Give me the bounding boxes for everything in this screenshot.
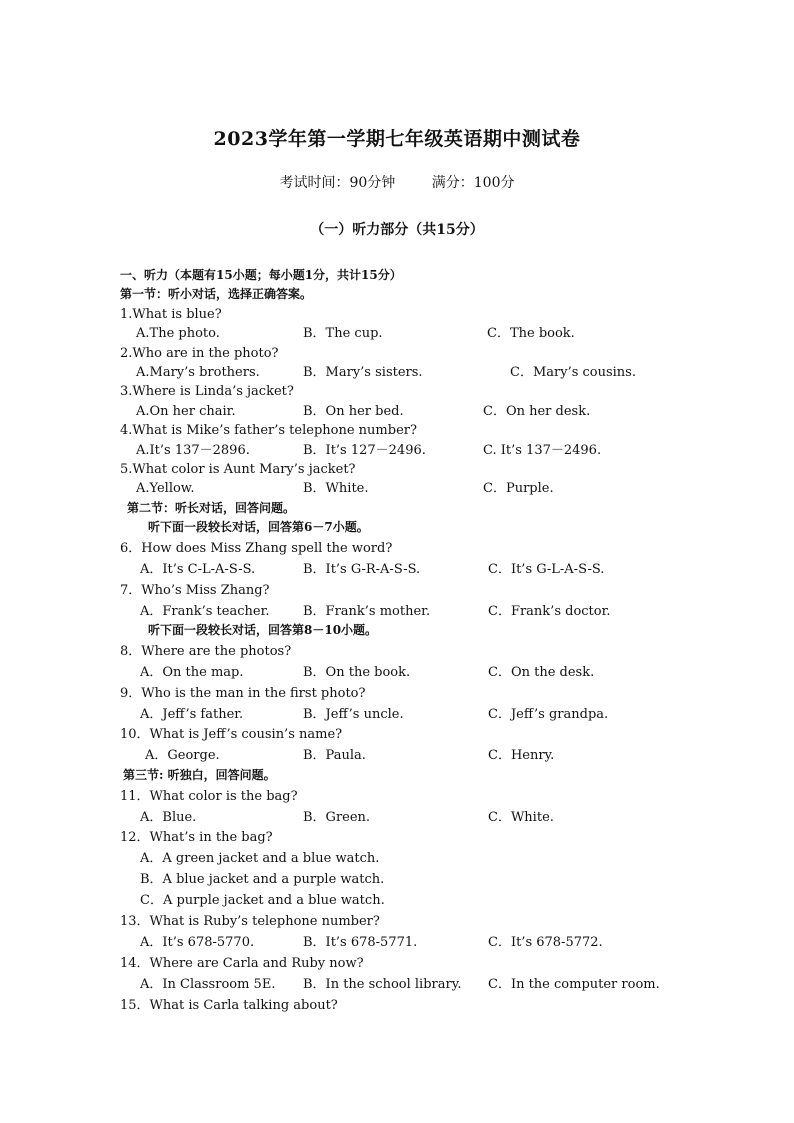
option-a: A．George.	[145, 748, 220, 764]
option-b: B．White.	[303, 481, 369, 497]
option-a: A.On her chair.	[136, 403, 236, 419]
exam-title: 2023学年第一学期七年级英语期中测试卷	[213, 128, 581, 150]
question-8-stem: 8．Where are the photos?	[120, 643, 292, 659]
option-b: B．Jeff’s uncle.	[303, 706, 404, 722]
option-c: C．Mary’s cousins.	[510, 364, 636, 380]
option-a: A.It’s 137－2896.	[136, 442, 250, 458]
option-b: B．It’s G-R-A-S-S.	[303, 561, 421, 577]
option-c: C．White.	[488, 809, 554, 825]
option-a: A．It’s C-L-A-S-S.	[140, 561, 256, 577]
option-b: B．Frank’s mother.	[303, 603, 431, 619]
option-c: C. It’s 137－2496.	[483, 442, 602, 458]
question-9-stem: 9．Who is the man in the first photo?	[120, 685, 366, 701]
section-heading: 一、听力（本题有15小题；每小题1分，共计15分）	[120, 268, 402, 282]
option-c: C．It’s 678-5772.	[488, 934, 603, 950]
question-8-options	[120, 663, 680, 682]
question-11-options	[120, 808, 680, 827]
option-c: C．On her desk.	[483, 403, 591, 419]
option-c: C．Purple.	[483, 481, 554, 497]
option-a: A．In Classroom 5E.	[140, 976, 276, 992]
option-b: B．Mary’s sisters.	[303, 364, 423, 380]
option-a: A．Jeff’s father.	[140, 706, 244, 722]
question-5-stem: 5.What color is Aunt Mary’s jacket?	[120, 461, 356, 477]
question-13-options	[120, 933, 680, 952]
question-15-stem: 15．What is Carla talking about?	[120, 997, 338, 1013]
option-a: A．It’s 678-5770.	[140, 934, 255, 950]
question-10-options	[120, 746, 680, 765]
option-b: B．The cup.	[303, 326, 383, 342]
option-b: B．Paula.	[303, 748, 366, 764]
subsection-1: 第一节：听小对话，选择正确答案。	[120, 287, 313, 302]
subsection-2-note-2: 听下面一段较长对话，回答第8－10小题。	[148, 623, 378, 638]
option-a: A．Frank’s teacher.	[140, 603, 270, 619]
option-a: A.Yellow.	[136, 481, 195, 497]
question-13-stem: 13．What is Ruby’s telephone number?	[120, 914, 380, 929]
question-14-options	[120, 975, 680, 994]
option-c: C．Frank’s doctor.	[488, 603, 611, 619]
question-12-option-a: A．A green jacket and a blue watch.	[140, 851, 380, 867]
option-c: C．Henry.	[488, 748, 555, 764]
option-b: B．Green.	[303, 809, 371, 825]
question-7-options	[120, 602, 680, 621]
option-a: A．On the map.	[140, 664, 244, 680]
option-b: B．On her bed.	[303, 403, 404, 419]
question-11-stem: 11．What color is the bag?	[120, 788, 298, 804]
question-3-options	[120, 402, 680, 421]
question-14-stem: 14．Where are Carla and Ruby now?	[120, 955, 364, 971]
part-title: （一）听力部分（共15分）	[310, 222, 484, 238]
question-5-options	[120, 479, 680, 498]
option-c: C．In the computer room.	[488, 976, 660, 992]
option-c: C．The book.	[487, 326, 575, 342]
option-a: A．Blue.	[140, 809, 197, 825]
question-10-stem: 10．What is Jeff’s cousin’s name?	[120, 727, 343, 743]
subsection-3: 第三节: 听独白，回答问题。	[123, 767, 276, 782]
question-6-stem: 6．How does Miss Zhang spell the word?	[120, 540, 393, 556]
option-c: C．It’s G-L-A-S-S.	[488, 561, 605, 577]
option-a: A.The photo.	[136, 326, 220, 342]
option-b: B．On the book.	[303, 664, 411, 680]
question-6-options	[120, 560, 680, 579]
question-4-options	[120, 441, 680, 460]
question-9-options	[120, 705, 680, 724]
question-4-stem: 4.What is Mike’s father’s telephone number?	[120, 423, 417, 439]
question-2-stem: 2.Who are in the photo?	[120, 345, 279, 361]
option-c: C．Jeff’s grandpa.	[488, 706, 609, 722]
exam-info	[0, 172, 794, 192]
question-list	[120, 266, 680, 1015]
question-2-options	[120, 363, 680, 382]
question-3-stem: 3.Where is Linda’s jacket?	[120, 384, 294, 400]
option-b: B．It’s 127－2496.	[303, 442, 426, 458]
option-a: A.Mary’s brothers.	[136, 364, 260, 380]
question-7-stem: 7．Who’s Miss Zhang?	[120, 582, 270, 598]
question-12-stem: 12．What’s in the bag?	[120, 830, 273, 846]
subsection-2-note-1: 听下面一段较长对话，回答第6－7小题。	[148, 520, 369, 535]
question-12-option-c: C．A purple jacket and a blue watch.	[140, 893, 385, 909]
question-1-options	[120, 324, 680, 343]
option-b: B．It’s 678-5771.	[303, 934, 418, 950]
score-label: 满分：100分	[431, 175, 515, 191]
option-b: B．In the school library.	[303, 976, 462, 992]
option-c: C．On the desk.	[488, 664, 595, 680]
subsection-2: 第二节：听长对话，回答问题。	[127, 500, 296, 515]
question-1-stem: 1.What is blue?	[120, 306, 222, 322]
question-12-option-b: B．A blue jacket and a purple watch.	[140, 872, 385, 888]
time-label: 考试时间：90分钟	[279, 175, 396, 191]
